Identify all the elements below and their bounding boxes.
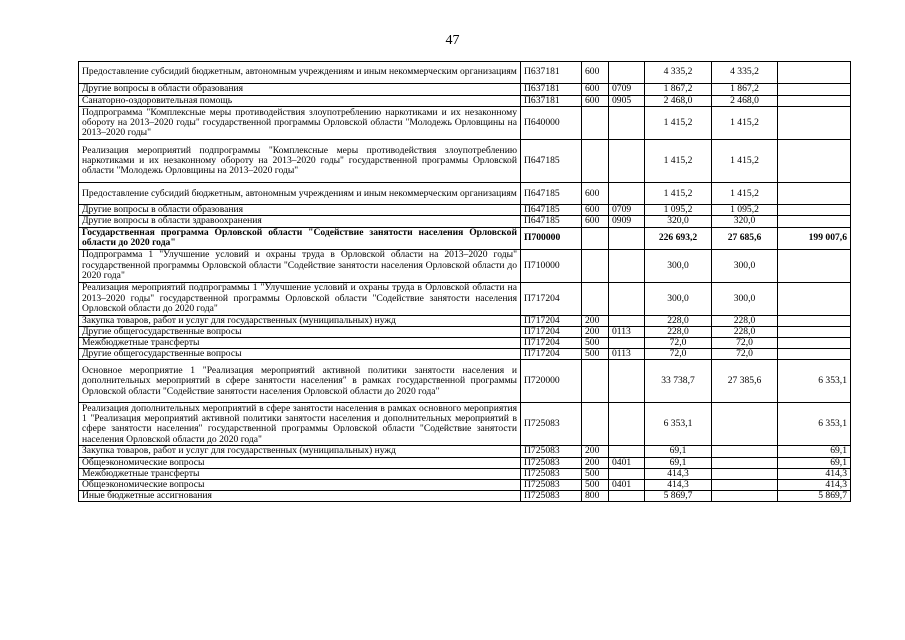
federal-amount-cell: 414,3 [778,480,851,491]
regional-amount-cell: 300,0 [712,249,778,282]
target-code-cell: П647185 [521,216,582,227]
table-row [79,360,851,403]
row-name-cell: Межбюджетные трансферты [79,468,521,479]
row-name-cell: Государственная программа Орловской области "Содействие занятости населения Орловской области до 2020 года" [79,227,521,249]
section-cell [609,227,645,249]
row-name-cell: Другие вопросы в области образования [79,205,521,216]
target-code-cell: П640000 [521,107,582,140]
total-amount-cell: 72,0 [645,338,712,349]
total-amount-cell: 228,0 [645,315,712,326]
section-cell [609,491,645,502]
regional-amount-cell: 1 867,2 [712,84,778,96]
regional-amount-cell: 1 415,2 [712,183,778,205]
target-code-cell: П647185 [521,140,582,183]
target-code-cell: П700000 [521,227,582,249]
section-cell: 0401 [609,480,645,491]
regional-amount-cell: 300,0 [712,282,778,315]
section-cell [609,338,645,349]
section-cell: 0709 [609,205,645,216]
budget-table [78,61,851,502]
federal-amount-cell: 199 007,6 [778,227,851,249]
row-name-cell: Межбюджетные трансферты [79,338,521,349]
section-cell [609,183,645,205]
target-code-cell: П725083 [521,446,582,457]
expense-type-cell: 200 [582,446,609,457]
table-row [79,249,851,282]
regional-amount-cell [712,403,778,446]
table-row [79,96,851,107]
table-row [79,62,851,84]
target-code-cell: П717204 [521,282,582,315]
total-amount-cell: 33 738,7 [645,360,712,403]
table-row [79,107,851,140]
table-row [79,403,851,446]
total-amount-cell: 69,1 [645,457,712,468]
section-cell [609,249,645,282]
total-amount-cell: 1 415,2 [645,183,712,205]
total-amount-cell: 1 867,2 [645,84,712,96]
table-row [79,491,851,502]
expense-type-cell: 600 [582,205,609,216]
row-name-cell: Другие вопросы в области здравоохранения [79,216,521,227]
federal-amount-cell [778,349,851,360]
regional-amount-cell [712,491,778,502]
total-amount-cell: 228,0 [645,326,712,337]
table-row [79,446,851,457]
section-cell: 0905 [609,96,645,107]
regional-amount-cell: 27 385,6 [712,360,778,403]
federal-amount-cell [778,282,851,315]
federal-amount-cell: 414,3 [778,468,851,479]
expense-type-cell [582,360,609,403]
regional-amount-cell: 228,0 [712,326,778,337]
expense-type-cell: 800 [582,491,609,502]
federal-amount-cell: 69,1 [778,446,851,457]
section-cell [609,62,645,84]
section-cell [609,360,645,403]
section-cell [609,140,645,183]
section-cell: 0709 [609,84,645,96]
row-name-cell: Общеэкономические вопросы [79,480,521,491]
expense-type-cell: 600 [582,84,609,96]
table-row [79,349,851,360]
row-name-cell: Предоставление субсидий бюджетным, автономным учреждениям и иным некоммерческим организациям [79,62,521,84]
federal-amount-cell [778,205,851,216]
total-amount-cell: 300,0 [645,282,712,315]
target-code-cell: П710000 [521,249,582,282]
row-name-cell: Реализация мероприятий подпрограммы 1 "Улучшение условий и охраны труда в Орловской области на 2013–2020 годы" государственной программы Орловской области "Содействие занятости населения Орловской области до 2020 года" [79,282,521,315]
federal-amount-cell [778,183,851,205]
table-row [79,315,851,326]
total-amount-cell: 300,0 [645,249,712,282]
regional-amount-cell [712,468,778,479]
table-row [79,183,851,205]
target-code-cell: П720000 [521,360,582,403]
table-row [79,468,851,479]
table-row [79,84,851,96]
row-name-cell: Реализация мероприятий подпрограммы "Комплексные меры противодействия злоупотреблению наркотиками и их незаконному обороту на 2013–2020 годы" государственной программы Орловской области "Молодежь Орловщины на 2013–2020 годы" [79,140,521,183]
expense-type-cell [582,227,609,249]
expense-type-cell: 200 [582,457,609,468]
target-code-cell: П725083 [521,491,582,502]
section-cell [609,446,645,457]
target-code-cell: П725083 [521,480,582,491]
federal-amount-cell [778,84,851,96]
regional-amount-cell [712,480,778,491]
row-name-cell: Общеэкономические вопросы [79,457,521,468]
total-amount-cell: 226 693,2 [645,227,712,249]
total-amount-cell: 1 415,2 [645,107,712,140]
regional-amount-cell: 72,0 [712,338,778,349]
federal-amount-cell [778,249,851,282]
total-amount-cell: 414,3 [645,480,712,491]
total-amount-cell: 2 468,0 [645,96,712,107]
section-cell: 0909 [609,216,645,227]
target-code-cell: П717204 [521,326,582,337]
regional-amount-cell: 4 335,2 [712,62,778,84]
target-code-cell: П717204 [521,349,582,360]
expense-type-cell [582,249,609,282]
total-amount-cell: 5 869,7 [645,491,712,502]
federal-amount-cell: 6 353,1 [778,360,851,403]
expense-type-cell [582,140,609,183]
federal-amount-cell [778,326,851,337]
section-cell [609,315,645,326]
expense-type-cell: 500 [582,468,609,479]
expense-type-cell: 500 [582,480,609,491]
total-amount-cell: 69,1 [645,446,712,457]
section-cell: 0113 [609,326,645,337]
row-name-cell: Другие вопросы в области образования [79,84,521,96]
table-row [79,282,851,315]
table-row [79,205,851,216]
total-amount-cell: 1 415,2 [645,140,712,183]
expense-type-cell [582,107,609,140]
row-name-cell: Подпрограмма "Комплексные меры противодействия злоупотреблению наркотиками и их незаконному обороту на 2013–2020 годы" государственной программы Орловской области "Молодежь Орловщины на 2013–2020 годы" [79,107,521,140]
target-code-cell: П725083 [521,457,582,468]
section-cell [609,403,645,446]
regional-amount-cell: 1 095,2 [712,205,778,216]
table-row [79,326,851,337]
target-code-cell: П647185 [521,205,582,216]
total-amount-cell: 4 335,2 [645,62,712,84]
regional-amount-cell: 2 468,0 [712,96,778,107]
section-cell [609,282,645,315]
expense-type-cell [582,403,609,446]
table-row [79,480,851,491]
section-cell: 0113 [609,349,645,360]
table-row [79,216,851,227]
target-code-cell: П717204 [521,338,582,349]
federal-amount-cell [778,216,851,227]
table-row [79,227,851,249]
row-name-cell: Другие общегосударственные вопросы [79,326,521,337]
target-code-cell: П637181 [521,62,582,84]
regional-amount-cell: 1 415,2 [712,140,778,183]
section-cell [609,468,645,479]
total-amount-cell: 72,0 [645,349,712,360]
expense-type-cell [582,282,609,315]
federal-amount-cell [778,315,851,326]
target-code-cell: П717204 [521,315,582,326]
table-body [79,62,851,502]
expense-type-cell: 500 [582,349,609,360]
total-amount-cell: 1 095,2 [645,205,712,216]
expense-type-cell: 500 [582,338,609,349]
expense-type-cell: 600 [582,183,609,205]
row-name-cell: Иные бюджетные ассигнования [79,491,521,502]
federal-amount-cell [778,62,851,84]
federal-amount-cell [778,338,851,349]
expense-type-cell: 200 [582,326,609,337]
target-code-cell: П637181 [521,96,582,107]
row-name-cell: Закупка товаров, работ и услуг для государственных (муниципальных) нужд [79,446,521,457]
expense-type-cell: 200 [582,315,609,326]
federal-amount-cell [778,140,851,183]
regional-amount-cell [712,457,778,468]
section-cell: 0401 [609,457,645,468]
federal-amount-cell: 69,1 [778,457,851,468]
total-amount-cell: 6 353,1 [645,403,712,446]
federal-amount-cell [778,107,851,140]
table-row [79,457,851,468]
regional-amount-cell: 1 415,2 [712,107,778,140]
total-amount-cell: 320,0 [645,216,712,227]
row-name-cell: Закупка товаров, работ и услуг для государственных (муниципальных) нужд [79,315,521,326]
target-code-cell: П647185 [521,183,582,205]
table-row [79,338,851,349]
federal-amount-cell [778,96,851,107]
regional-amount-cell: 320,0 [712,216,778,227]
section-cell [609,107,645,140]
page-number: 47 [445,33,460,48]
regional-amount-cell [712,446,778,457]
regional-amount-cell: 72,0 [712,349,778,360]
row-name-cell: Другие общегосударственные вопросы [79,349,521,360]
target-code-cell: П637181 [521,84,582,96]
total-amount-cell: 414,3 [645,468,712,479]
federal-amount-cell: 6 353,1 [778,403,851,446]
federal-amount-cell: 5 869,7 [778,491,851,502]
row-name-cell: Реализация дополнительных мероприятий в сфере занятости населения в рамках основного мероприятия 1 "Реализация мероприятий активной политики занятости населения и дополнительных мероприятий в сфере занятости населения" государственной программы Орловской области "Содействие занятости населения Орловской области до 2020 года" [79,403,521,446]
table-row [79,140,851,183]
regional-amount-cell: 228,0 [712,315,778,326]
target-code-cell: П725083 [521,403,582,446]
regional-amount-cell: 27 685,6 [712,227,778,249]
expense-type-cell: 600 [582,216,609,227]
target-code-cell: П725083 [521,468,582,479]
row-name-cell: Основное мероприятие 1 "Реализация мероприятий активной политики занятости населения и дополнительных мероприятий в сфере занятости населения" в рамках государственной программы Орловской области "Содействие занятости населения Орловской области до 2020 года" [79,360,521,403]
row-name-cell: Санаторно-оздоровительная помощь [79,96,521,107]
expense-type-cell: 600 [582,62,609,84]
expense-type-cell: 600 [582,96,609,107]
row-name-cell: Предоставление субсидий бюджетным, автономным учреждениям и иным некоммерческим организациям [79,183,521,205]
row-name-cell: Подпрограмма 1 "Улучшение условий и охраны труда в Орловской области на 2013–2020 годы" государственной программы Орловской области "Содействие занятости населения Орловской области до 2020 года" [79,249,521,282]
